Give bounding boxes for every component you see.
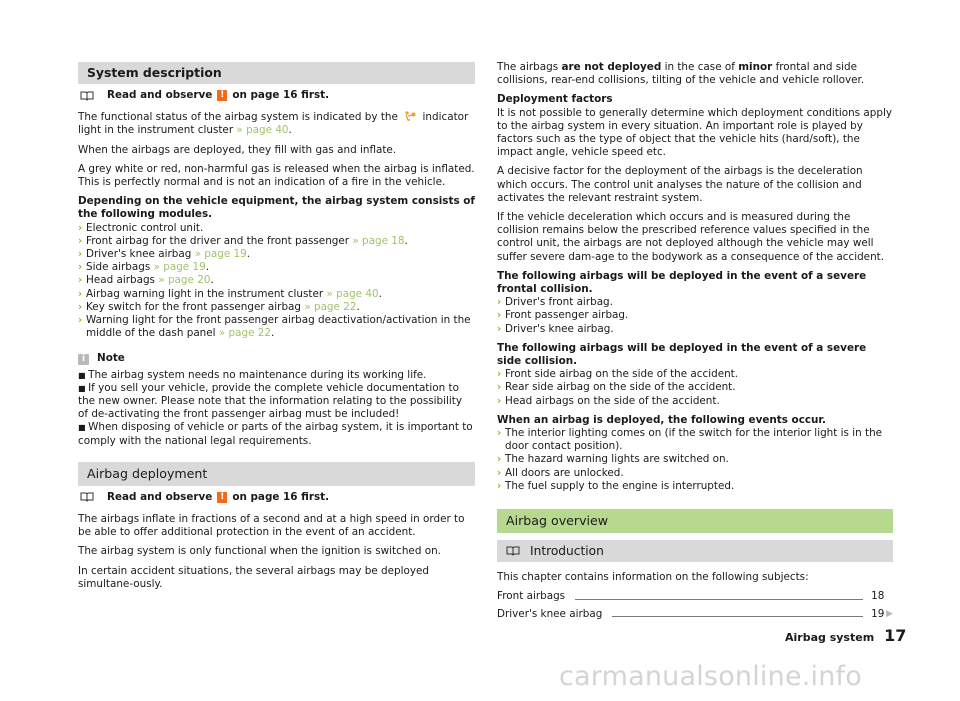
warning-icon[interactable]: ! (217, 90, 227, 101)
toc-page[interactable]: 18 (871, 590, 885, 603)
deployment-p1: The airbags inflate in fractions of a second and at a high speed in order to be able to offer additional protection in the event of an accident. (78, 513, 465, 539)
notes-list (78, 369, 475, 448)
arrow-icon: › (497, 368, 502, 381)
list-item: › Front passenger airbag. (497, 309, 629, 322)
read-observe-line (78, 89, 475, 102)
arrow-icon: › (78, 234, 83, 247)
deceleration-paragraph: A decisive factor for the deployment of the airbags is the deceleration which occurs. The control unit analyses the nature of the collision and activates the relevant restraint system. (497, 165, 863, 204)
bullet-icon: ■ (78, 423, 89, 433)
arrow-icon: › (78, 287, 83, 300)
list-item: › Warning light for the front passenger airbag deactivation/activation in the middle of the dash panel » page 22. (78, 314, 471, 340)
gas-paragraph: A grey white or red, non-harmful gas is released when the airbag is inflated. This is perfectly normal and is not an indication of a fire in the vehicle. (78, 162, 475, 189)
note-label: Note (97, 352, 125, 365)
status-paragraph: The functional status of the airbag system is indicated by the indicator light in the instrument cluster » page 40. (78, 111, 469, 137)
bullet-icon: ■ (78, 370, 89, 380)
arrow-icon: › (497, 453, 502, 466)
modules-list (78, 222, 475, 341)
arrow-icon: › (78, 261, 83, 274)
page-link[interactable]: » page 19 (194, 248, 247, 261)
list-item: › All doors are unlocked. (497, 466, 624, 479)
list-item: › Head airbags » page 20. (78, 274, 214, 287)
airbag-indicator-icon (404, 111, 416, 121)
reference-values-paragraph: If the vehicle deceleration which occurs and is measured during the collision remains below the prescribed reference values specified in the control unit, the airbags are not deployed although the vehicle may well suffer severe dam-age to the bodywork as a consequence of the accident. (497, 211, 885, 263)
deployment-p3: In certain accident situations, the several airbags may be deployed simultane-ously. (78, 564, 429, 590)
list-item: › Head airbags on the side of the accident. (497, 394, 720, 407)
right-column (497, 61, 893, 621)
arrow-icon: › (78, 300, 83, 313)
continue-icon: ▶ (886, 608, 893, 619)
arrow-icon: › (497, 296, 502, 309)
table-of-contents (497, 590, 893, 620)
deployment-factors: Deployment factors It is not possible to generally determine which deployment conditions apply to the airbag system in every situation. An important role is played by factors such as the type of object that the vehicle hits (hard/soft), the impact angle, vehicle speed etc. (497, 93, 892, 159)
inflate-paragraph: When the airbags are deployed, they fill with gas and inflate. (78, 143, 397, 156)
arrow-icon: › (497, 427, 502, 440)
note-item: ■ The airbag system needs no maintenance during its working life. (78, 368, 427, 381)
book-icon (506, 546, 520, 556)
events-list (497, 427, 893, 493)
list-item: › Driver's knee airbag. (497, 322, 614, 335)
intro-paragraph: This chapter contains information on the following subjects: (497, 571, 809, 584)
frontal-heading: The following airbags will be deployed in the event of a severe frontal collision. (497, 269, 867, 296)
warning-icon[interactable]: ! (217, 492, 227, 503)
watermark: carmanualsonline.info (559, 661, 862, 692)
list-item: › Driver's knee airbag » page 19. (78, 248, 251, 261)
list-item: › The hazard warning lights are switched on. (497, 453, 729, 466)
page-link[interactable]: » page 22 (218, 327, 272, 340)
note-item: ■ When disposing of vehicle or parts of the airbag system, it is important to comply with the national legal requirements. (78, 421, 473, 447)
list-item: › Driver's front airbag. (497, 296, 613, 309)
page-footer (785, 626, 907, 645)
book-icon (80, 91, 94, 101)
list-item: › Electronic control unit. (78, 221, 204, 234)
toc-leader (575, 599, 863, 600)
list-item: › The fuel supply to the engine is interrupted. (497, 479, 735, 492)
section-title-airbag-deployment: Airbag deployment (78, 462, 475, 486)
info-icon: i (78, 354, 89, 365)
page-link[interactable]: » page 18 (352, 234, 405, 247)
section-title-system-description: System description (78, 62, 475, 84)
page-link[interactable]: » page 40 (326, 287, 379, 300)
read-observe-line-2: Read and observe ! on page 16 first. (78, 491, 475, 504)
page-link[interactable]: » page 19 (153, 261, 206, 274)
left-column (78, 62, 475, 597)
note-box (78, 352, 475, 447)
toc-label[interactable]: Front airbags (497, 590, 566, 603)
events-heading: When an airbag is deployed, the following events occur. (497, 413, 826, 426)
page-link[interactable]: » page 22 (304, 300, 357, 313)
arrow-icon: › (78, 314, 83, 327)
footer-chapter: Airbag system (785, 631, 875, 644)
list-item: › Front airbag for the driver and the front passenger » page 18. (78, 234, 408, 247)
not-deployed-paragraph: The airbags are not deployed in the case of minor frontal and side collisions, rear-end collisions, tilting of the vehicle and vehicle rollover. (497, 61, 865, 87)
arrow-icon: › (497, 394, 502, 407)
toc-row[interactable] (497, 590, 893, 603)
page-link[interactable]: » page 20 (158, 274, 211, 287)
toc-label[interactable]: Driver's knee airbag (497, 607, 603, 620)
side-list (497, 368, 893, 408)
arrow-icon: › (497, 381, 502, 394)
arrow-icon: › (78, 221, 83, 234)
deployment-p2: The airbag system is only functional when the ignition is switched on. (78, 545, 441, 558)
arrow-icon: › (497, 322, 502, 335)
side-heading: The following airbags will be deployed in the event of a severe side collision. (497, 341, 867, 368)
list-item: › Rear side airbag on the side of the accident. (497, 381, 736, 394)
list-item: › The interior lighting comes on (if the switch for the interior light is in the door contact position). (497, 427, 883, 453)
list-item: › Key switch for the front passenger airbag » page 22. (78, 300, 360, 313)
page-link[interactable]: » page 40 (236, 124, 289, 137)
modules-heading: Depending on the vehicle equipment, the airbag system consists of the following modules. (78, 195, 475, 221)
arrow-icon: › (497, 479, 502, 492)
read-observe-suffix: on page 16 first. (232, 89, 330, 101)
list-item: › Airbag warning light in the instrument cluster » page 40. (78, 287, 382, 300)
toc-row[interactable] (497, 608, 893, 621)
list-item: › Front side airbag on the side of the accident. (497, 368, 739, 381)
arrow-icon: › (78, 274, 83, 287)
arrow-icon: › (78, 248, 83, 261)
section-title-introduction: Introduction (497, 540, 893, 562)
frontal-list (497, 296, 893, 336)
read-observe-prefix: Read and observe (107, 89, 213, 101)
arrow-icon: › (497, 309, 502, 322)
arrow-icon: › (497, 466, 502, 479)
page-number: 17 (884, 626, 907, 645)
note-item: ■ If you sell your vehicle, provide the complete vehicle documentation to the new owner. Please note that the information relating to the possibility of de-activating the front passenger airbag must be included! (78, 381, 463, 421)
toc-leader (612, 616, 863, 617)
section-title-airbag-overview: Airbag overview (497, 509, 893, 533)
list-item: › Side airbags » page 19. (78, 261, 210, 274)
toc-page[interactable]: 19 (871, 607, 885, 620)
bullet-icon: ■ (78, 383, 89, 393)
book-icon (80, 492, 94, 502)
